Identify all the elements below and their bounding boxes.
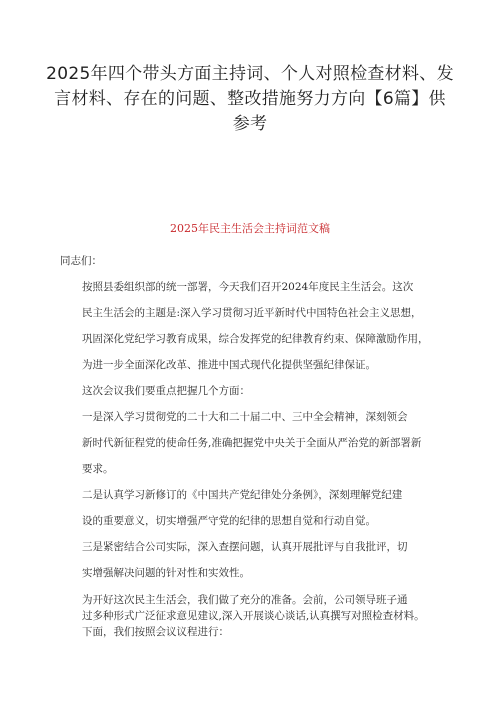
paragraph-line: 设的重要意义，切实增强严守党的纪律的思想自觉和行动自觉。: [82, 515, 376, 527]
paragraph-line: 为进一步全面深化改革、推进中国式现代化提供坚强纪律保证。: [82, 359, 376, 371]
paragraph-line: 这次会议我们要重点把握几个方面：: [82, 385, 250, 397]
paragraph: [60, 482, 444, 534]
paragraph-line: 二是认真学习新修订的《中国共产党纪律处分条例》，深刻理解党纪建: [82, 489, 403, 501]
paragraph-line: 要求。: [82, 463, 114, 475]
title-line: 参考: [232, 114, 268, 134]
paragraph: [60, 378, 444, 404]
paragraph-line: 民主生活会的主题是:深入学习贯彻习近平新时代中国特色社会主义思想，: [82, 307, 422, 319]
paragraph-line: 巩固深化党纪学习教育成果，综合发挥党的纪律教育约束、保障激励作用，: [82, 333, 429, 345]
title-line: 言材料、存在的问题、整改措施努力方向【6篇】供: [54, 89, 446, 109]
paragraph-line: 为开好这次民主生活会，我们做了充分的准备。会前，公司领导班子通: [82, 594, 408, 606]
paragraph-line: 按照县委组织部的统一部署，今天我们召开2024年度民主生活会。这次: [82, 281, 414, 293]
title-line: 2025年四个带头方面主持词、个人对照检查材料、发: [46, 64, 454, 84]
document-body: [60, 248, 444, 640]
paragraph-line: 新时代新征程党的使命任务,准确把握党中央关于全面从严治党的新部署新: [82, 437, 422, 449]
paragraph: [60, 534, 444, 586]
document-title: [40, 62, 460, 137]
paragraph-line: 下面，我们按照会议议程进行：: [82, 626, 229, 638]
paragraph-line: 实增强解决问题的针对性和实效性。: [82, 567, 250, 579]
salutation: 同志们：: [60, 255, 102, 267]
paragraph: [60, 592, 444, 640]
paragraph-line: 过多种形式广泛征求意见建议,深入开展谈心谈话,认真撰写对照检查材料。: [82, 610, 425, 622]
paragraph: [60, 404, 444, 482]
paragraph: [60, 274, 444, 378]
document-subtitle: 2025年民主生活会主持词范文稿: [170, 222, 330, 235]
paragraph-line: 一是深入学习贯彻党的二十大和二十届二中、三中全会精神，深刻领会: [82, 411, 408, 423]
paragraph-line: 三是紧密结合公司实际，深入查摆问题，认真开展批评与自我批评，切: [82, 541, 408, 553]
